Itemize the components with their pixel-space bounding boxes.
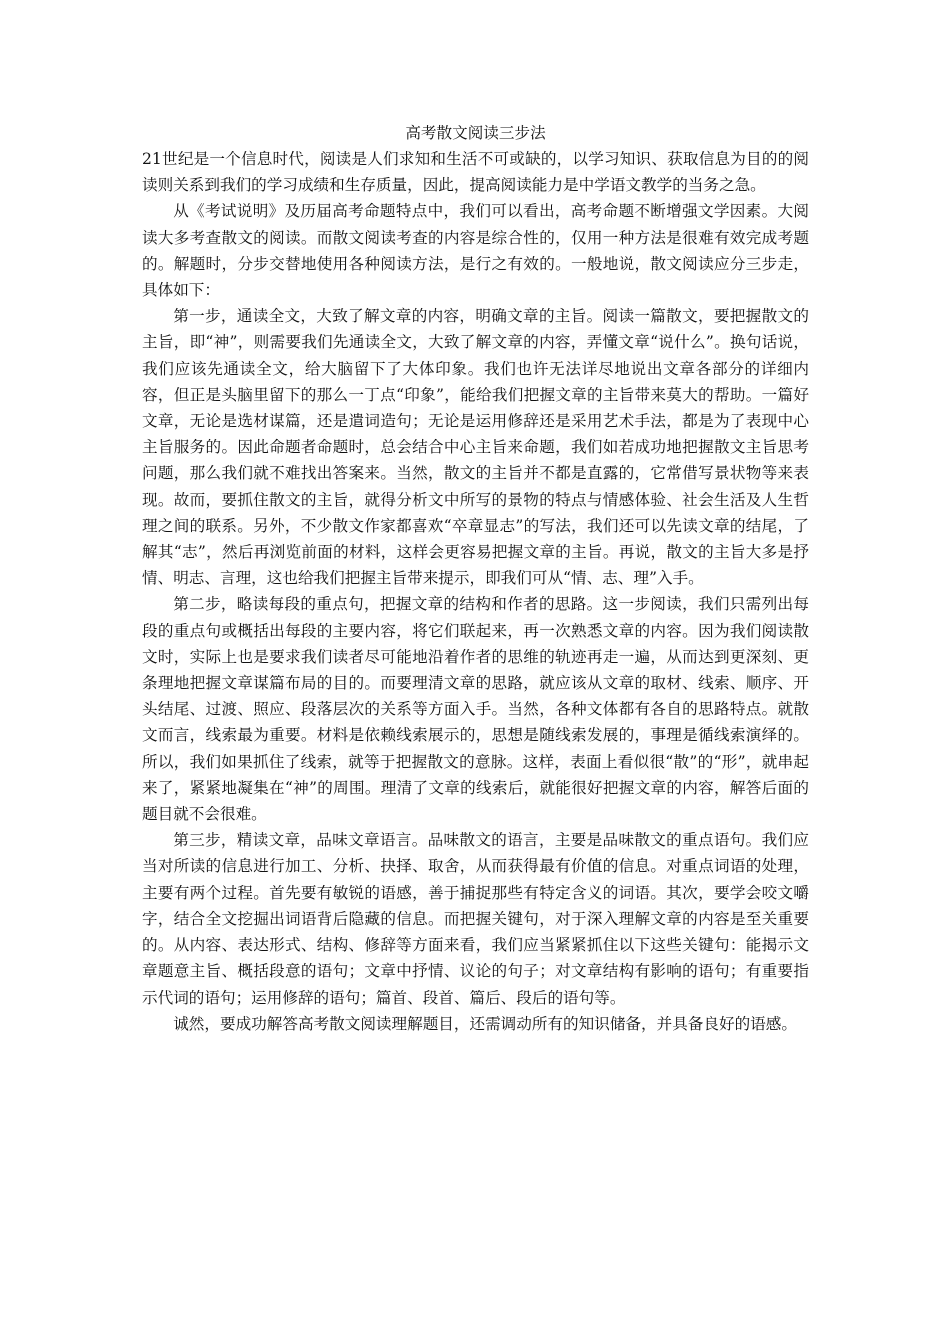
paragraph-intro: 21世纪是一个信息时代，阅读是人们求知和生活不可或缺的，以学习知识、获取信息为目的的阅读则关系到我们的学习成绩和生存质量，因此，提高阅读能力是中学语文教学的当务之急。 <box>142 150 809 195</box>
document-title: 高考散文阅读三步法 <box>405 124 546 142</box>
paragraph-step-one: 第一步，通读全文，大致了解文章的内容，明确文章的主旨。阅读一篇散文，要把握散文的主旨，即“神”，则需要我们先通读全文，大致了解文章的内容，弄懂文章“说什么”。换句话说，我们应该先通读全文，给大脑留下了大体印象。我们也许无法详尽地说出文章各部分的详细内容，但正是头脑里留下的那么一丁点“印象”，能给我们把握文章的主旨带来莫大的帮助。一篇好文章，无论是选材谋篇，还是遣词造句；无论是运用修辞还是采用艺术手法，都是为了表现中心主旨服务的。因此命题者命题时，总会结合中心主旨来命题，我们如若成功地把握散文主旨思考问题，那么我们就不难找出答案来。当然，散文的主旨并不都是直露的，它常借写景状物等来表现。故而，要抓住散文的主旨，就得分析文中所写的景物的特点与情感体验、社会生活及人生哲理之间的联系。另外，不少散文作家都喜欢“卒章显志”的写法，我们还可以先读文章的结尾，了解其“志”，然后再浏览前面的材料，这样会更容易把握文章的主旨。再说，散文的主旨大多是抒情、明志、言理，这也给我们把握主旨带来提示，即我们可从“情、志、理”入手。 <box>142 307 809 588</box>
paragraph-step-three: 第三步，精读文章，品味文章语言。品味散文的语言，主要是品味散文的重点语句。我们应当对所读的信息进行加工、分析、抉择、取舍，从而获得最有价值的信息。对重点词语的处理，主要有两个过程。首先要有敏锐的语感，善于捕捉那些有特定含义的词语。其次，要学会咬文嚼字，结合全文挖掘出词语背后隐藏的信息。而把握关键句，对于深入理解文章的内容是至关重要的。从内容、表达形式、结构、修辞等方面来看，我们应当紧紧抓住以下这些关键句：能揭示文章题意主旨、概括段意的语句；文章中抒情、议论的句子；对文章结构有影响的语句；有重要指示代词的语句；运用修辞的语句；篇首、段首、篇后、段后的语句等。 <box>142 831 809 1007</box>
paragraph-exam-overview: 从《考试说明》及历届高考命题特点中，我们可以看出，高考命题不断增强文学因素。大阅读大多考查散文的阅读。而散文阅读考查的内容是综合性的，仅用一种方法是很难有效完成考题的。解题时，分步交替地使用各种阅读方法，是行之有效的。一般地说，散文阅读应分三步走，具体如下： <box>142 202 809 300</box>
paragraph-step-two: 第二步，略读每段的重点句，把握文章的结构和作者的思路。这一步阅读，我们只需列出每段的重点句或概括出每段的主要内容，将它们联起来，再一次熟悉文章的内容。因为我们阅读散文时，实际上也是要求我们读者尽可能地沿着作者的思维的轨迹再走一遍，从而达到更深刻、更条理地把握文章谋篇布局的目的。而要理清文章的思路，就应该从文章的取材、线索、顺序、开头结尾、过渡、照应、段落层次的关系等方面入手。当然，各种文体都有各自的思路特点。就散文而言，线索最为重要。材料是依赖线索展示的，思想是随线索发展的，事理是循线索演绎的。所以，我们如果抓住了线索，就等于把握散文的意脉。这样，表面上看似很“散”的“形”，就串起来了，紧紧地凝集在“神”的周围。理清了文章的线索后，就能很好把握文章的内容，解答后面的题目就不会很难。 <box>142 595 809 824</box>
document-page <box>142 120 809 1037</box>
paragraph-conclusion: 诚然，要成功解答高考散文阅读理解题目，还需调动所有的知识储备，并具备良好的语感。 <box>173 1014 797 1033</box>
